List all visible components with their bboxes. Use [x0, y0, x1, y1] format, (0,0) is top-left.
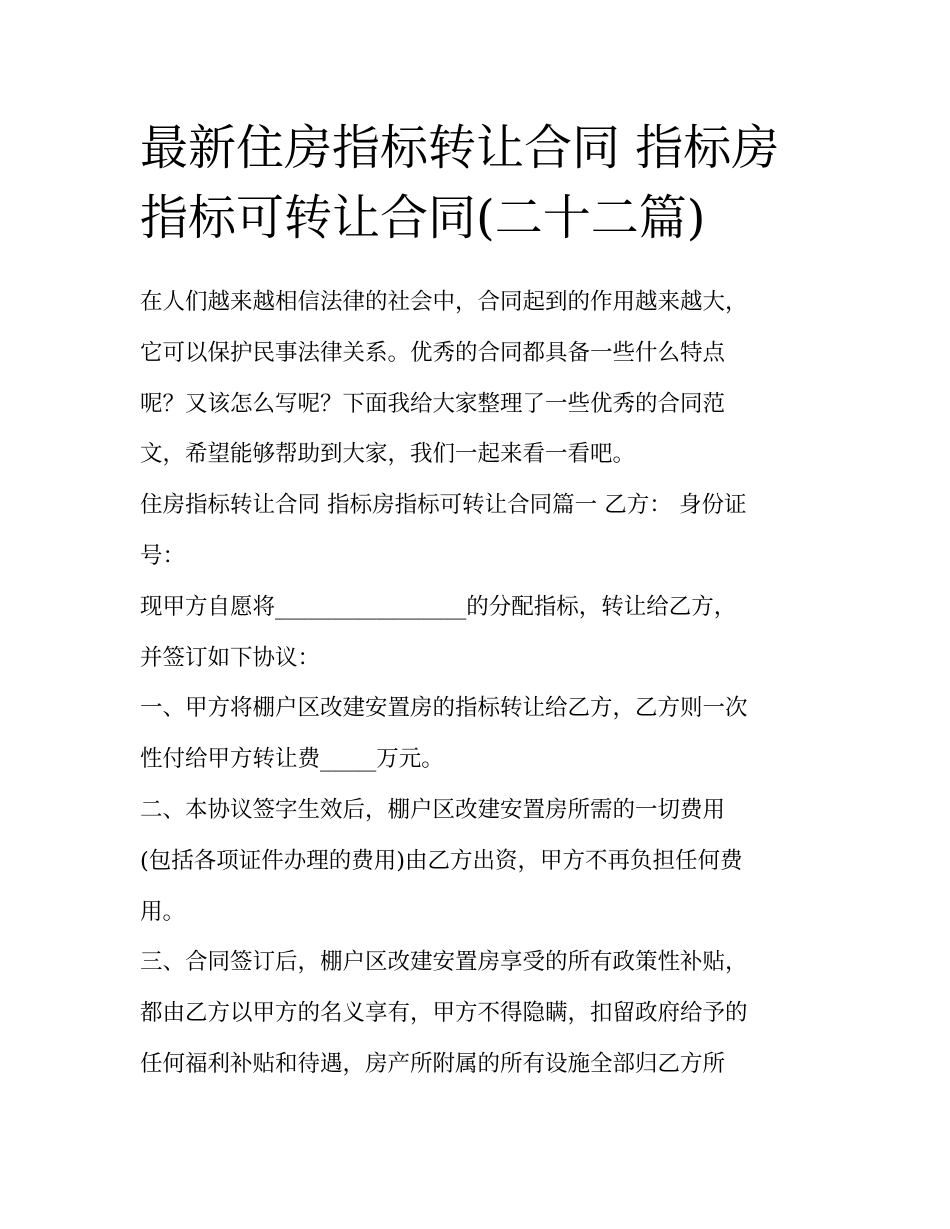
document-body — [140, 277, 820, 1090]
clause-2-line: 用。 — [140, 898, 186, 925]
title-line: 最新住房指标转让合同 指标房 — [140, 120, 780, 176]
section-heading-line: 号： — [140, 542, 186, 569]
clause-line: 并签订如下协议： — [140, 644, 321, 671]
clause-2-line: 二、本协议签字生效后，棚户区改建安置房所需的一切费用 — [140, 796, 726, 823]
title-line: 指标可转让合同(二十二篇) — [140, 190, 706, 246]
section-heading-line: 住房指标转让合同 指标房指标可转让合同篇一 乙方： 身份证 — [140, 492, 747, 519]
intro-line: 呢？又该怎么写呢？下面我给大家整理了一些优秀的合同范 — [140, 390, 726, 417]
clause-3-line: 都由乙方以甲方的名义享有，甲方不得隐瞒，扣留政府给予的 — [140, 1000, 748, 1027]
intro-line: 在人们越来越相信法律的社会中，合同起到的作用越来越大， — [140, 289, 748, 315]
clause-3-line: 任何福利补贴和待遇，房产所附属的所有设施全部归乙方所 — [140, 1050, 726, 1077]
intro-line: 文，希望能够帮助到大家，我们一起来看一看吧。 — [140, 441, 636, 468]
clause-2-line: (包括各项证件办理的费用)由乙方出资，甲方不再负担任何费 — [140, 847, 743, 874]
clause-1-line: 一、甲方将棚户区改建安置房的指标转让给乙方，乙方则一次 — [140, 695, 748, 722]
document-title — [140, 113, 820, 253]
clause-3-line: 三、合同签订后，棚户区改建安置房享受的所有政策性补贴， — [140, 949, 748, 976]
intro-line: 它可以保护民事法律关系。优秀的合同都具备一些什么特点 — [140, 339, 726, 366]
clause-line: 现甲方自愿将_________________的分配指标，转让给乙方， — [140, 593, 737, 620]
clause-1-line: 性付给甲方转让费_____万元。 — [140, 746, 444, 773]
